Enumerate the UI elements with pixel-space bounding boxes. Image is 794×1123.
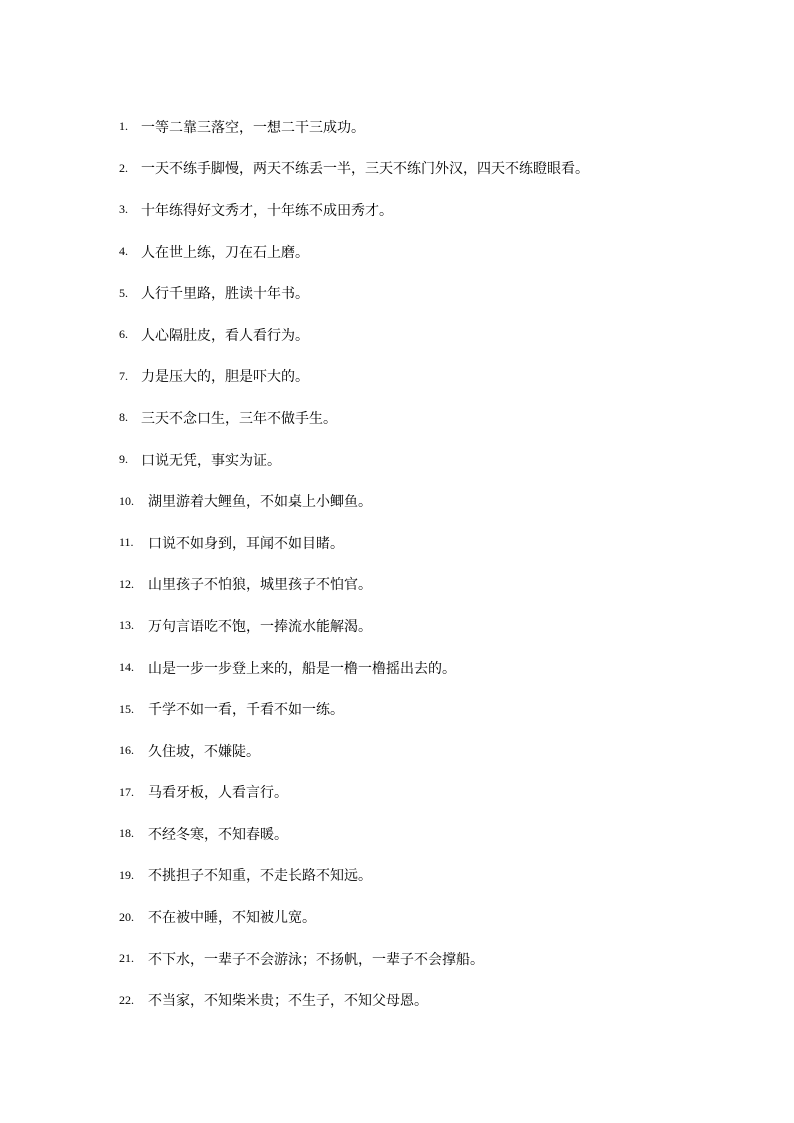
list-item [119,730,589,772]
list-item [119,480,589,522]
list-item [119,148,589,190]
item-number: 15. [119,701,134,716]
proverb-text: 不在被中睡，不知被儿宽。 [148,910,316,927]
list-item [119,106,589,148]
list-item [119,397,589,439]
list-item [119,938,589,980]
item-number: 21. [119,951,134,966]
item-number: 9. [119,452,128,467]
proverb-text: 不当家，不知柴米贵；不生子，不知父母恩。 [148,993,428,1010]
list-item [119,896,589,938]
proverb-text: 湖里游着大鲤鱼，不如桌上小鲫鱼。 [148,494,372,511]
proverb-text: 三天不念口生，三年不做手生。 [141,410,337,427]
list-item [119,772,589,814]
item-number: 6. [119,327,128,342]
proverb-text: 人在世上练，刀在石上磨。 [141,244,309,261]
item-number: 12. [119,576,134,591]
proverb-text: 不挑担子不知重，不走长路不知远。 [148,868,372,885]
list-item [119,189,589,231]
list-item [119,813,589,855]
list-item [119,605,589,647]
list-item [119,356,589,398]
item-number: 22. [119,992,134,1007]
proverb-text: 口说不如身到，耳闻不如目睹。 [148,535,344,552]
list-item [119,647,589,689]
list-item [119,272,589,314]
item-number: 16. [119,743,134,758]
proverb-text: 千学不如一看，千看不如一练。 [148,702,344,719]
proverb-list [119,106,589,1021]
item-number: 20. [119,909,134,924]
proverb-text: 山是一步一步登上来的，船是一橹一橹摇出去的。 [148,660,456,677]
item-number: 10. [119,493,134,508]
item-number: 4. [119,244,128,259]
item-number: 8. [119,410,128,425]
proverb-text: 口说无凭，事实为证。 [141,452,281,469]
proverb-text: 一天不练手脚慢，两天不练丢一半，三天不练门外汉，四天不练瞪眼看。 [141,161,589,178]
item-number: 18. [119,826,134,841]
item-number: 17. [119,784,134,799]
list-item [119,522,589,564]
list-item [119,855,589,897]
proverb-text: 不下水，一辈子不会游泳；不扬帆，一辈子不会撑船。 [148,951,484,968]
list-item [119,439,589,481]
proverb-text: 力是压大的，胆是吓大的。 [141,369,309,386]
item-number: 1. [119,119,128,134]
item-number: 14. [119,660,134,675]
proverb-text: 山里孩子不怕狼，城里孩子不怕官。 [148,577,372,594]
proverb-text: 一等二靠三落空，一想二干三成功。 [141,119,365,136]
proverb-text: 十年练得好文秀才，十年练不成田秀才。 [141,202,393,219]
proverb-text: 马看牙板，人看言行。 [148,785,288,802]
proverb-text: 久住坡，不嫌陡。 [148,743,260,760]
item-number: 2. [119,160,128,175]
proverb-text: 人行千里路，胜读十年书。 [141,286,309,303]
list-item [119,564,589,606]
list-item [119,688,589,730]
item-number: 19. [119,867,134,882]
item-number: 13. [119,618,134,633]
item-number: 7. [119,368,128,383]
item-number: 11. [119,535,134,550]
list-item [119,979,589,1021]
list-item [119,314,589,356]
list-item [119,231,589,273]
item-number: 3. [119,202,128,217]
item-number: 5. [119,285,128,300]
proverb-text: 人心隔肚皮，看人看行为。 [141,327,309,344]
proverb-text: 万句言语吃不饱，一捧流水能解渴。 [148,618,372,635]
proverb-text: 不经冬寒，不知春暖。 [148,826,288,843]
